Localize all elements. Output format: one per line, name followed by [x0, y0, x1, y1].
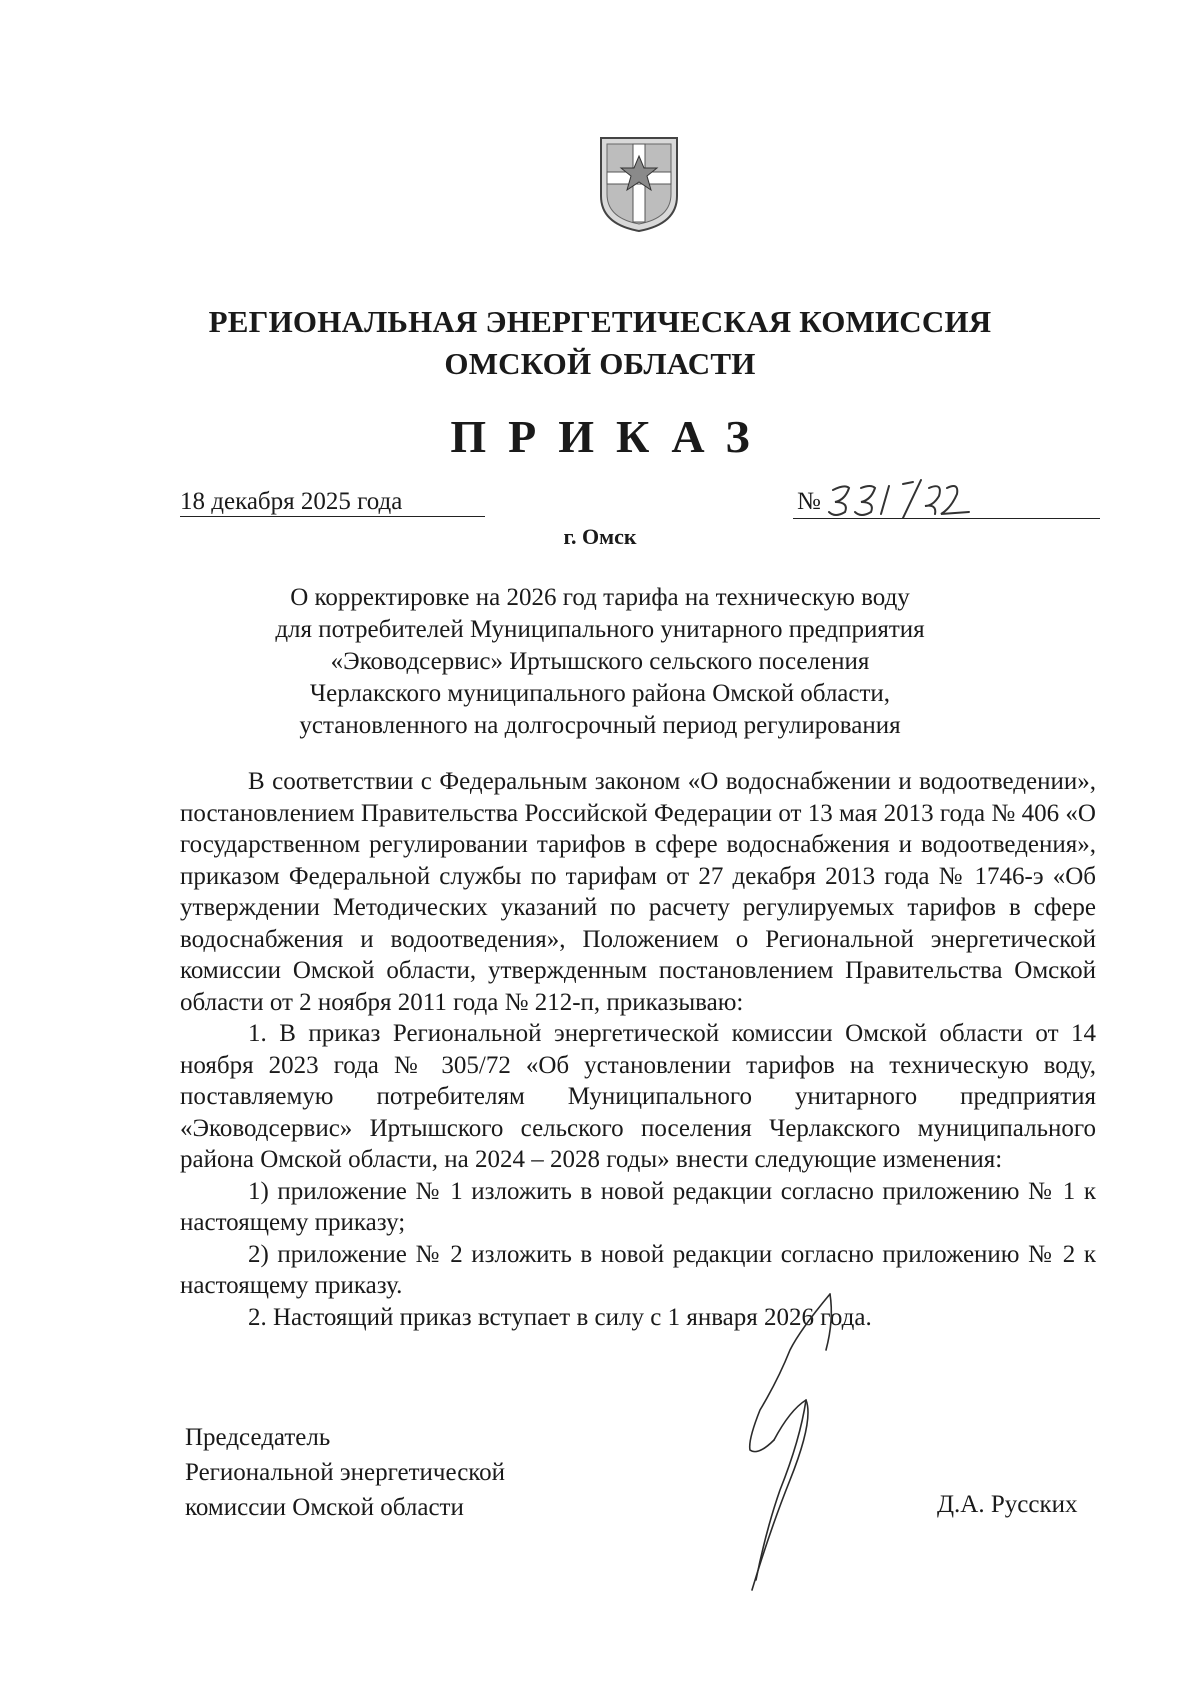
number-sign: №: [797, 488, 821, 515]
document-body: [180, 766, 1096, 1333]
date-underline: [180, 516, 485, 517]
document-title: [0, 582, 1200, 742]
item-1-2-paragraph: 2) приложение № 2 изложить в новой редакции согласно приложению № 2 к настоящему приказу.: [180, 1240, 1096, 1299]
item-1-1-paragraph: 1) приложение № 1 изложить в новой редакции согласно приложению № 1 к настоящему приказу;: [180, 1177, 1096, 1236]
organization-name-line-2: ОМСКОЙ ОБЛАСТИ: [444, 346, 756, 381]
title-line: О корректировке на 2026 год тарифа на техническую воду: [290, 584, 910, 611]
signer-name: Д.А. Русских: [937, 1491, 1078, 1518]
document-date: 18 декабря 2025 года: [180, 488, 403, 515]
handwritten-signature: [730, 1290, 850, 1595]
signatory-position-line: комиссии Омской области: [185, 1494, 464, 1521]
number-underline: [793, 518, 1100, 519]
title-line: установленного на долгосрочный период регулирования: [299, 712, 901, 739]
organization-name-line-1: РЕГИОНАЛЬНАЯ ЭНЕРГЕТИЧЕСКАЯ КОМИССИЯ: [208, 304, 992, 339]
coat-of-arms-icon: [597, 134, 681, 234]
title-line: «Эководсервис» Иртышского сельского поселения: [330, 648, 870, 675]
signatory-position: [185, 1420, 505, 1525]
signatory-position-line: Региональной энергетической: [185, 1459, 506, 1486]
preamble-paragraph: В соответствии с Федеральным законом «О водоснабжении и водоотведении», постановлением Правительства Российской Федерации от 13 мая 2013 года № 406 «О государственном регулировании тарифов в сфере водоснабжения и водоотведения», приказом Федеральной службы по тарифам от 27 декабря 2013 года № 1746-э «Об утверждении Методических указаний по расчету регулируемых тарифов в сфере водоснабжения и водоотведения», Положением о Региональной энергетической комиссии Омской области, утвержденным постановлением Правительства Омской области от 2 ноября 2011 года № 212-п, приказываю:: [180, 768, 1096, 1016]
handwritten-document-number: [825, 478, 975, 520]
document-type: ПРИКАЗ: [450, 411, 772, 462]
city: г. Омск: [563, 524, 637, 549]
title-line: для потребителей Муниципального унитарного предприятия: [275, 616, 925, 643]
title-line: Черлакского муниципального района Омской области,: [309, 680, 891, 707]
signatory-position-line: Председатель: [185, 1424, 331, 1451]
item-2-paragraph: 2. Настоящий приказ вступает в силу с 1 января 2026 года.: [248, 1303, 872, 1331]
item-1-paragraph: 1. В приказ Региональной энергетической комиссии Омской области от 14 ноября 2023 года № 305/72 «Об установлении тарифов на техническую воду, поставляемую потребителям Муниципального унитарного предприятия «Эководсервис» Иртышского сельского поселения Черлакского муниципального района Омской области, на 2024 – 2028 годы» внести следующие изменения:: [180, 1020, 1096, 1173]
